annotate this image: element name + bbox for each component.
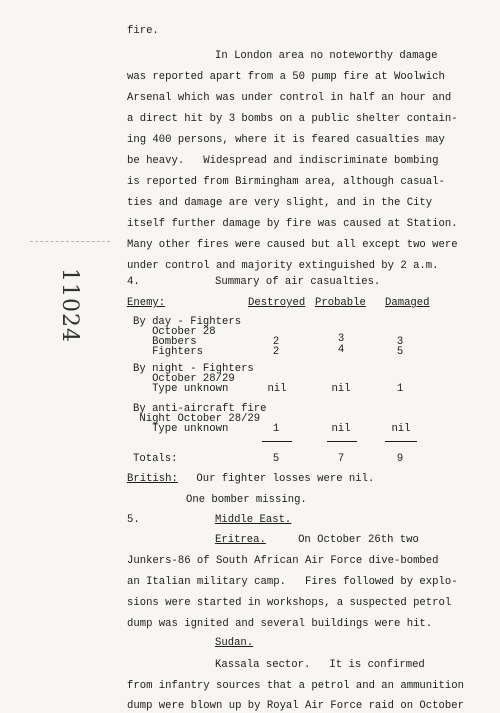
g1-label-0: By day - Fighters [133,316,242,328]
g2-r0-damaged: 1 [396,383,404,395]
g2-label-2: Type unknown [133,383,229,395]
totals-destroyed: 5 [272,453,280,465]
enemy-label: Enemy: [127,297,166,309]
g1-label-3: Fighters [133,346,203,358]
para1-line-1: In London area no noteworthy damage [215,50,438,62]
para1-line-9: itself further damage by fire was caused at Station. [127,218,458,230]
eritrea-line-2: an Italian military camp. Fires followed by explo- [127,576,458,588]
totals-label: Totals: [133,453,178,465]
para1-line-2: was reported apart from a 50 pump fire at Woolwich [127,71,445,83]
g1-r0-probable: 3 [337,333,345,345]
totals-damaged: 9 [396,453,404,465]
para1-line-4: a direct hit by 3 bombs on a public shelter contain- [127,113,458,125]
para1-line-11: under control and majority extinguished by 2 a.m. [127,260,439,272]
g1-label-1: October 28 [133,326,216,338]
g1-r1-damaged: 5 [396,346,404,358]
total-rule-damaged [385,441,417,442]
g1-r0-destroyed: 2 [272,336,280,348]
margin-dash [30,241,110,242]
sudan-line-1: from infantry sources that a petrol and an ammunition [127,680,464,692]
total-rule-destroyed [262,441,292,442]
total-rule-probable [327,441,357,442]
g2-label-1: October 28/29 [133,373,235,385]
sudan-heading: Sudan. [215,637,254,649]
para1-line-10: Many other fires were caused but all except two were [127,239,458,251]
eritrea-line-3: sions were started in workshops, a suspected petrol [127,597,452,609]
g3-label-2: Type unknown [133,423,229,435]
g3-r0-damaged: nil [391,423,411,435]
para1-line-0: fire. [127,25,159,37]
header-destroyed: Destroyed [248,297,306,309]
g2-r0-destroyed: nil [267,383,287,395]
para1-line-3: Arsenal which was under control in half an hour and [127,92,452,104]
sudan-line-0: Kassala sector. It is confirmed [215,659,425,671]
g2-label-0: By night - Fighters [133,363,254,375]
para1-line-5: ing 400 persons, where it is feared casualties may [127,134,445,146]
g1-r0-damaged: 3 [396,336,404,348]
eritrea-line-4: dump was ignited and several buildings were hit. [127,618,433,630]
sudan-line-2: dump were blown up by Royal Air Force raid on October [127,700,464,712]
para1-line-6: be heavy. Widespread and indiscriminate bombing [127,155,439,167]
g3-r0-probable: nil [331,423,351,435]
british-label: British: [127,473,178,485]
para1-line-8: ties and damage are very slight, and in the City [127,197,433,209]
header-probable: Probable [315,297,366,309]
section5-title: Middle East. [215,514,292,526]
section5-number: 5. [127,514,140,526]
eritrea-line-0: On October 26th two [279,534,419,546]
para1-line-7: is reported from Birmingham area, although casual- [127,176,445,188]
g3-r0-destroyed: 1 [272,423,280,435]
g1-r1-probable: 4 [337,344,345,356]
g1-r1-destroyed: 2 [272,346,280,358]
g2-r0-probable: nil [331,383,351,395]
british-text: Our fighter losses were nil. [190,473,375,485]
bomber-line: One bomber missing. [186,494,307,506]
g3-label-0: By anti-aircraft fire [133,403,267,415]
section4-number: 4. [127,276,140,288]
margin-note: 11024 [57,268,82,343]
section4-title: Summary of air casualties. [215,276,381,288]
g1-label-2: Bombers [133,336,197,348]
g3-label-1: Night October 28/29 [133,413,261,425]
eritrea-line-1: Junkers-86 of South African Air Force dive-bombed [127,555,439,567]
eritrea-heading: Eritrea. [215,534,266,546]
header-damaged: Damaged [385,297,430,309]
totals-probable: 7 [337,453,345,465]
